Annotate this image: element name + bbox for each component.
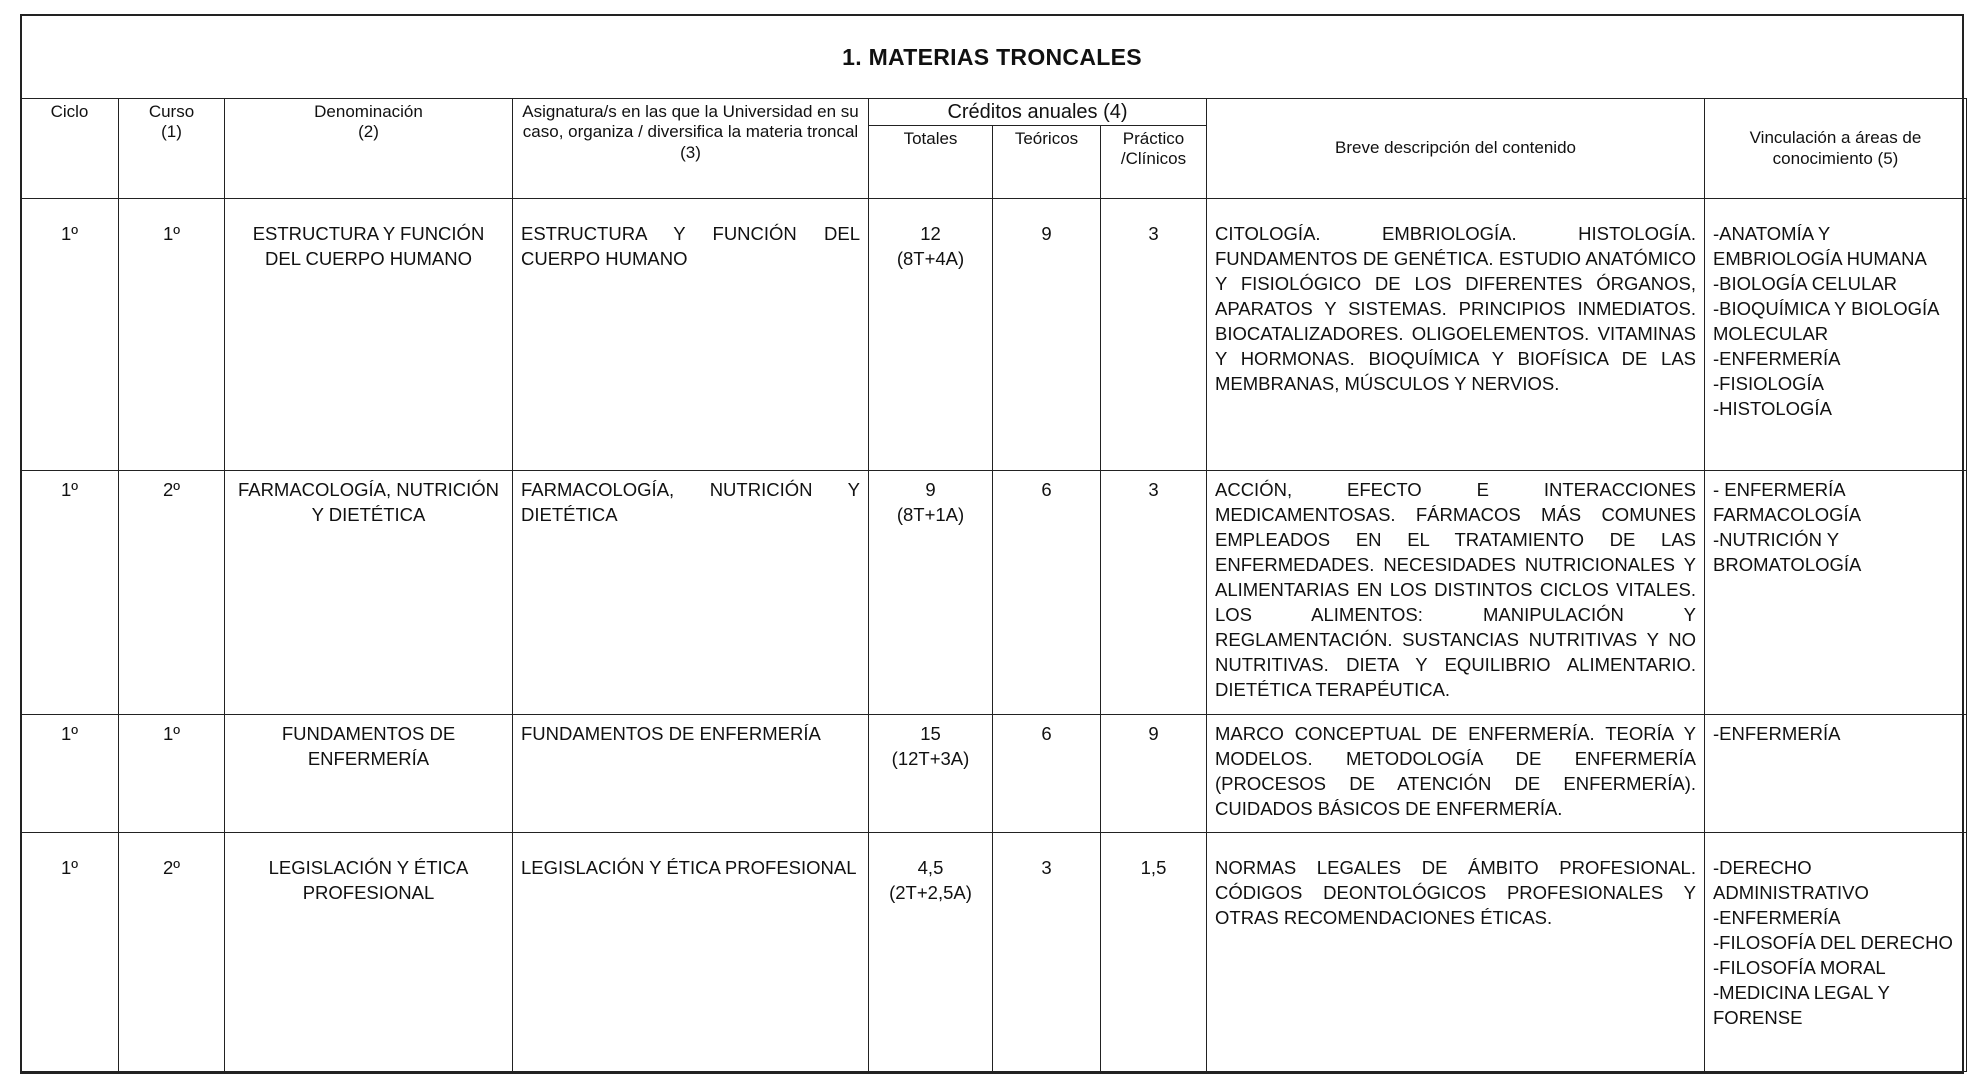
practicos-cell: 3 xyxy=(1101,471,1207,715)
curso-cell: 1º xyxy=(119,199,225,471)
teoricos-cell: 6 xyxy=(993,471,1101,715)
curso-cell: 2º xyxy=(119,471,225,715)
totales-detail: (2T+2,5A) xyxy=(889,882,972,903)
asignatura-cell: FUNDAMENTOS DE ENFERMERÍA xyxy=(513,715,869,833)
descripcion-cell: ACCIÓN, EFECTO E INTERACCIONES MEDICAMENTOSAS. FÁRMACOS MÁS COMUNES EMPLEADOS EN EL TRATAMIENTO DE LAS ENFERMEDADES. NECESIDADES NUTRICIONALES Y ALIMENTARIAS EN LOS DISTINTOS CICLOS VITALES. LOS ALIMENTOS: MANIPULACIÓN Y REGLAMENTACIÓN. SUSTANCIAS NUTRITIVAS Y NO NUTRITIVAS. DIETA Y EQUILIBRIO ALIMENTARIO. DIETÉTICA TERAPÉUTICA. xyxy=(1207,471,1705,715)
header-asignatura: Asignatura/s en las que la Universidad en su caso, organiza / diversifica la materia troncal (3) xyxy=(513,99,869,199)
header-descripcion: Breve descripción del contenido xyxy=(1207,99,1705,199)
document-sheet xyxy=(20,14,1964,1074)
teoricos-cell: 3 xyxy=(993,833,1101,1072)
area-item: - ENFERMERÍA xyxy=(1713,479,1846,500)
header-denominacion-label: Denominación (2) xyxy=(314,102,423,142)
materias-table xyxy=(20,98,1967,1072)
header-totales: Totales xyxy=(869,126,993,199)
header-denominacion xyxy=(225,99,513,199)
header-teoricos: Teóricos xyxy=(993,126,1101,199)
denominacion-cell: LEGISLACIÓN Y ÉTICA PROFESIONAL xyxy=(225,833,513,1072)
area-item: -DERECHO ADMINISTRATIVO xyxy=(1713,857,1869,903)
denominacion-cell: FARMACOLOGÍA, NUTRICIÓN Y DIETÉTICA xyxy=(225,471,513,715)
area-item: -ENFERMERÍA xyxy=(1713,907,1841,928)
areas-cell xyxy=(1705,833,1967,1072)
header-curso-label: Curso (1) xyxy=(148,102,195,142)
totales-detail: (8T+1A) xyxy=(896,504,965,525)
curso-cell: 1º xyxy=(119,715,225,833)
table-row xyxy=(21,715,1967,833)
asignatura-cell: ESTRUCTURA Y FUNCIÓN DEL CUERPO HUMANO xyxy=(513,199,869,471)
totales-value: 15 xyxy=(920,723,941,744)
header-practicos: Práctico /Clínicos xyxy=(1101,126,1207,199)
descripcion-cell: NORMAS LEGALES DE ÁMBITO PROFESIONAL. CÓDIGOS DEONTOLÓGICOS PROFESIONALES Y OTRAS RECOMENDACIONES ÉTICAS. xyxy=(1207,833,1705,1072)
area-item: -BIOLOGÍA CELULAR xyxy=(1713,273,1898,294)
totales-detail: (8T+4A) xyxy=(896,248,965,269)
areas-cell xyxy=(1705,715,1967,833)
ciclo-cell: 1º xyxy=(21,715,119,833)
table-row xyxy=(21,199,1967,471)
practicos-cell: 1,5 xyxy=(1101,833,1207,1072)
table-row xyxy=(21,471,1967,715)
area-item: -ENFERMERÍA xyxy=(1713,723,1841,744)
page-title: 1. MATERIAS TRONCALES xyxy=(842,43,1142,70)
totales-detail: (12T+3A) xyxy=(891,748,970,769)
header-curso xyxy=(119,99,225,199)
totales-cell xyxy=(869,833,993,1072)
totales-value: 12 xyxy=(920,223,941,244)
totales-cell xyxy=(869,715,993,833)
totales-cell xyxy=(869,199,993,471)
ciclo-cell: 1º xyxy=(21,199,119,471)
area-item: -HISTOLOGÍA xyxy=(1713,398,1832,419)
areas-cell xyxy=(1705,471,1967,715)
asignatura-cell: LEGISLACIÓN Y ÉTICA PROFESIONAL xyxy=(513,833,869,1072)
header-creditos: Créditos anuales (4) xyxy=(869,99,1207,126)
practicos-cell: 9 xyxy=(1101,715,1207,833)
descripcion-cell: MARCO CONCEPTUAL DE ENFERMERÍA. TEORÍA Y MODELOS. METODOLOGÍA DE ENFERMERÍA (PROCESOS DE ATENCIÓN DE ENFERMERÍA). CUIDADOS BÁSICOS DE ENFERMERÍA. xyxy=(1207,715,1705,833)
area-item: -BIOQUÍMICA Y BIOLOGÍA MOLECULAR xyxy=(1713,298,1939,344)
teoricos-cell: 6 xyxy=(993,715,1101,833)
area-item: -FILOSOFÍA DEL DERECHO xyxy=(1713,932,1953,953)
curso-cell: 2º xyxy=(119,833,225,1072)
area-item: -MEDICINA LEGAL Y FORENSE xyxy=(1713,982,1890,1028)
totales-cell xyxy=(869,471,993,715)
area-item: -ANATOMÍA Y EMBRIOLOGÍA HUMANA xyxy=(1713,223,1927,269)
table-row xyxy=(21,833,1967,1072)
asignatura-cell: FARMACOLOGÍA, NUTRICIÓN Y DIETÉTICA xyxy=(513,471,869,715)
ciclo-cell: 1º xyxy=(21,471,119,715)
teoricos-cell: 9 xyxy=(993,199,1101,471)
area-item: -FILOSOFÍA MORAL xyxy=(1713,957,1886,978)
areas-cell xyxy=(1705,199,1967,471)
practicos-cell: 3 xyxy=(1101,199,1207,471)
header-vinculacion: Vinculación a áreas de conocimiento (5) xyxy=(1705,99,1967,199)
denominacion-cell: FUNDAMENTOS DE ENFERMERÍA xyxy=(225,715,513,833)
area-item: -FISIOLOGÍA xyxy=(1713,373,1825,394)
ciclo-cell: 1º xyxy=(21,833,119,1072)
descripcion-cell: CITOLOGÍA. EMBRIOLOGÍA. HISTOLOGÍA. FUNDAMENTOS DE GENÉTICA. ESTUDIO ANATÓMICO Y FISIOLÓGICO DE LOS DIFERENTES ÓRGANOS, APARATOS Y SISTEMAS. PRINCIPIOS INMEDIATOS. BIOCATALIZADORES. OLIGOELEMENTOS. VITAMINAS Y HORMONAS. BIOQUÍMICA Y BIOFÍSICA DE LAS MEMBRANAS, MÚSCULOS Y NERVIOS. xyxy=(1207,199,1705,471)
area-item: -ENFERMERÍA xyxy=(1713,348,1841,369)
totales-value: 9 xyxy=(925,479,936,500)
header-ciclo: Ciclo xyxy=(21,99,119,199)
denominacion-cell: ESTRUCTURA Y FUNCIÓN DEL CUERPO HUMANO xyxy=(225,199,513,471)
area-item: -NUTRICIÓN Y BROMATOLOGÍA xyxy=(1713,529,1862,575)
area-item: FARMACOLOGÍA xyxy=(1713,504,1862,525)
totales-value: 4,5 xyxy=(917,857,944,878)
